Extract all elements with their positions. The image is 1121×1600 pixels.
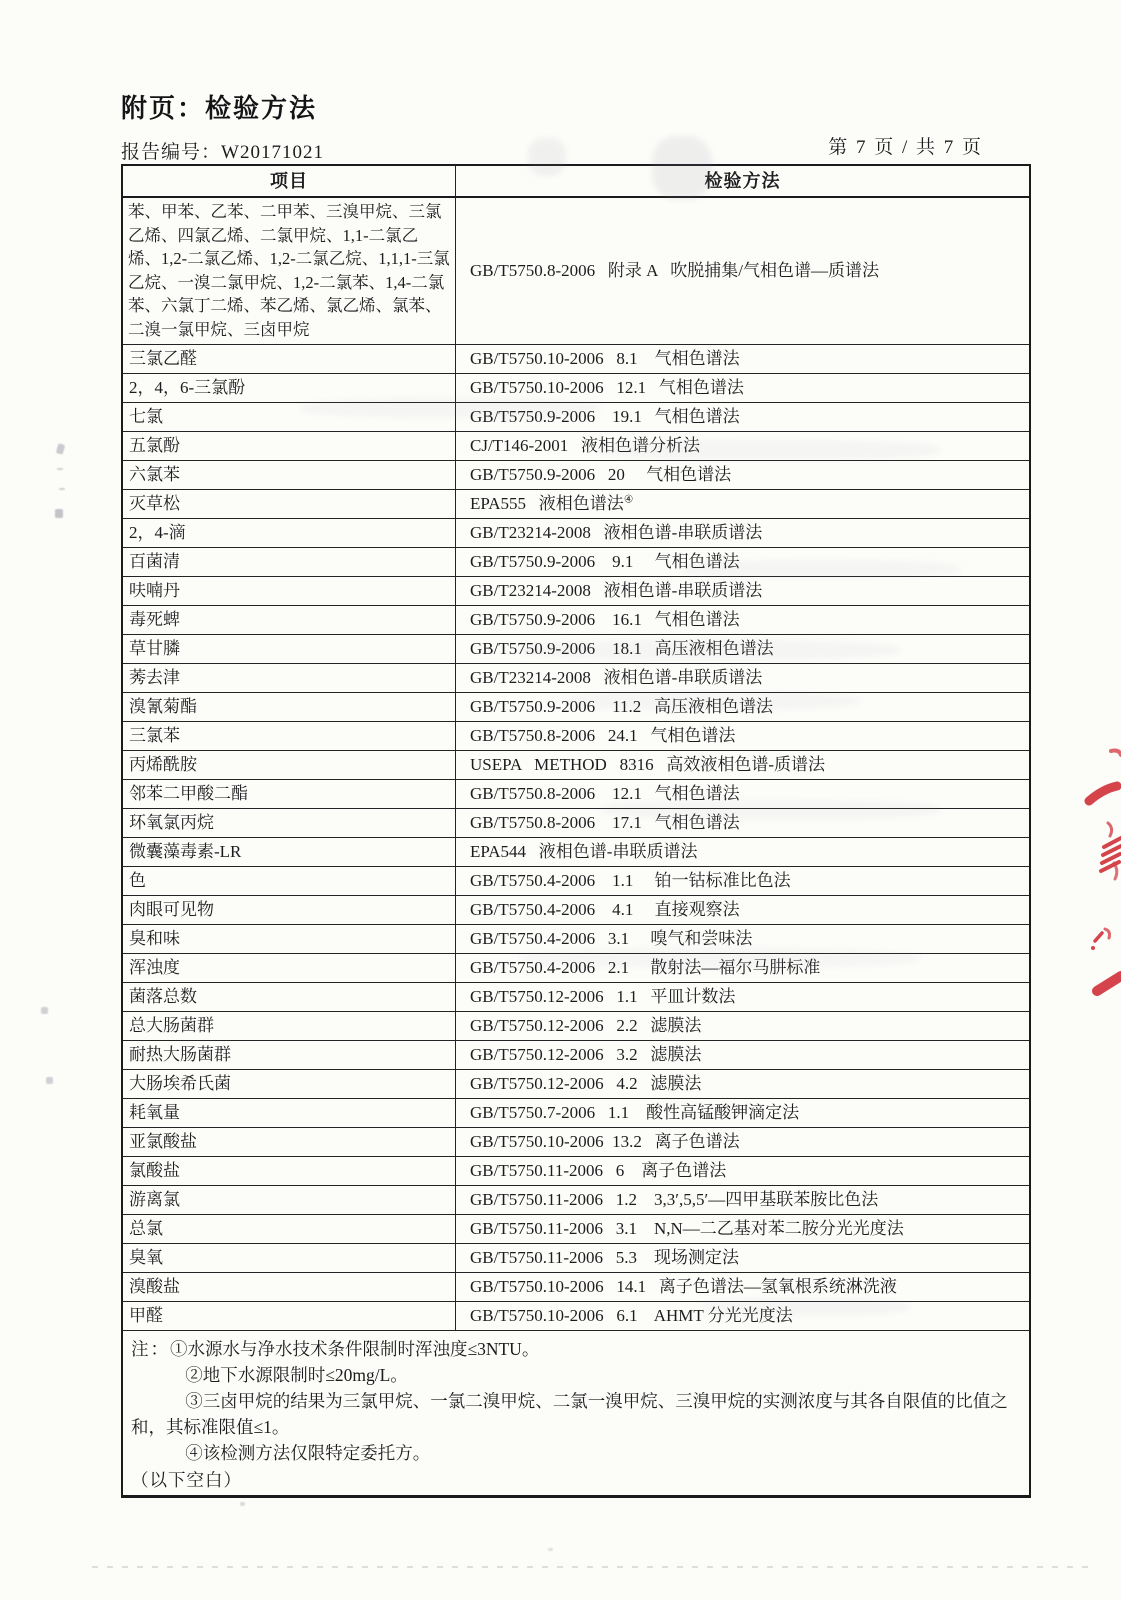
table-row (123, 1069, 1029, 1098)
item-cell: 总大肠菌群 (123, 1012, 456, 1040)
table-row (123, 895, 1029, 924)
method-cell: GB/T5750.11-2006 1.2 3,3′,5,5′—四甲基联苯胺比色法 (470, 1189, 879, 1209)
item-cell: 大肠埃希氏菌 (123, 1070, 456, 1098)
methods-table (121, 164, 1031, 1498)
blank-below-marker: （以下空白） (131, 1469, 242, 1490)
scanner-noise-line (92, 1566, 1097, 1568)
note-line (131, 1336, 1019, 1362)
table-row (123, 1301, 1029, 1330)
table-row (123, 953, 1029, 982)
method-cell: GB/T5750.8-2006 17.1 气相色谱法 (470, 812, 740, 832)
table-row (123, 344, 1029, 373)
method-cell: GB/T5750.9-2006 9.1 气相色谱法 (470, 551, 740, 571)
scan-speck (548, 1548, 553, 1551)
method-footnote-marker: ④ (623, 493, 634, 505)
item-cell: 总氯 (123, 1215, 456, 1243)
note-item: ①水源水与净水技术条件限制时浑浊度≤3NTU。 (170, 1338, 540, 1359)
table-row (123, 692, 1029, 721)
item-cell: 三氯苯 (123, 722, 456, 750)
notes-section (123, 1330, 1029, 1495)
method-cell: GB/T5750.10-2006 13.2 离子色谱法 (470, 1131, 740, 1151)
table-row (123, 1098, 1029, 1127)
item-cell: 溴氰菊酯 (123, 693, 456, 721)
item-cell: 环氧氯丙烷 (123, 809, 456, 837)
scan-speck (46, 1077, 53, 1084)
item-cell: 2，4-滴 (123, 519, 456, 547)
item-cell: 百菌清 (123, 548, 456, 576)
item-cell: 耐热大肠菌群 (123, 1041, 456, 1069)
table-row (123, 750, 1029, 779)
table-row (123, 460, 1029, 489)
method-cell: GB/T5750.11-2006 3.1 N,N—二乙基对苯二胺分光光度法 (470, 1218, 904, 1238)
method-cell: GB/T5750.10-2006 8.1 气相色谱法 (470, 348, 740, 368)
method-cell: GB/T5750.4-2006 4.1 直接观察法 (470, 899, 740, 919)
method-cell: EPA555 液相色谱法④ (470, 493, 634, 513)
table-row (123, 489, 1029, 518)
method-cell: GB/T5750.12-2006 3.2 滤膜法 (470, 1044, 702, 1064)
method-cell: GB/T5750.9-2006 18.1 高压液相色谱法 (470, 638, 774, 658)
method-cell: GB/T5750.9-2006 16.1 气相色谱法 (470, 609, 740, 629)
item-cell: 亚氯酸盐 (123, 1128, 456, 1156)
method-cell: USEPA METHOD 8316 高效液相色谱-质谱法 (470, 754, 825, 774)
table-row (123, 866, 1029, 895)
table-row (123, 1040, 1029, 1069)
item-cell: 邻苯二甲酸二酯 (123, 780, 456, 808)
note-item: ③三卤甲烷的结果为三氯甲烷、一氯二溴甲烷、二氯一溴甲烷、三溴甲烷的实测浓度与其各自限值的比值之和，其标准限值≤1。 (131, 1390, 1008, 1437)
method-cell: GB/T5750.12-2006 2.2 滤膜法 (470, 1015, 702, 1035)
method-cell: GB/T23214-2008 液相色谱-串联质谱法 (470, 580, 763, 600)
item-cell: 微囊藻毒素-LR (123, 838, 456, 866)
method-cell: GB/T5750.11-2006 6 离子色谱法 (470, 1160, 727, 1180)
item-cell: 色 (123, 867, 456, 895)
note-item: ④该检测方法仅限特定委托方。 (185, 1442, 431, 1463)
item-cell: 莠去津 (123, 664, 456, 692)
report-number (121, 137, 324, 164)
method-cell: GB/T5750.10-2006 6.1 AHMT 分光光度法 (470, 1305, 793, 1325)
method-cell: GB/T5750.8-2006 12.1 气相色谱法 (470, 783, 740, 803)
item-cell: 臭氧 (123, 1244, 456, 1272)
item-cell: 溴酸盐 (123, 1273, 456, 1301)
item-cell: 呋喃丹 (123, 577, 456, 605)
scan-speck (41, 1007, 48, 1014)
table-row (123, 576, 1029, 605)
table-row (123, 605, 1029, 634)
column-header-item: 项目 (123, 166, 456, 196)
page-indicator: 第 7 页 / 共 7 页 (828, 137, 983, 158)
table-row (123, 837, 1029, 866)
method-cell: GB/T5750.9-2006 19.1 气相色谱法 (470, 406, 740, 426)
method-cell: GB/T5750.12-2006 4.2 滤膜法 (470, 1073, 702, 1093)
table-row (123, 518, 1029, 547)
table-row (123, 779, 1029, 808)
table-row (123, 721, 1029, 750)
item-cell: 游离氯 (123, 1186, 456, 1214)
item-cell: 甲醛 (123, 1302, 456, 1330)
method-cell: GB/T5750.9-2006 11.2 高压液相色谱法 (470, 696, 774, 716)
table-row (123, 1214, 1029, 1243)
report-number-label: 报告编号： (121, 142, 222, 163)
table-row (123, 808, 1029, 837)
table-row (123, 634, 1029, 663)
item-cell: 苯、甲苯、乙苯、二甲苯、三溴甲烷、三氯乙烯、四氯乙烯、二氯甲烷、1,1-二氯乙烯、1,2-二氯乙烯、1,2-二氯乙烷、1,1,1-三氯乙烷、一溴二氯甲烷、1,2-二氯苯、1,4-二氯苯、六氯丁二烯、苯乙烯、氯乙烯、氯苯、二溴一氯甲烷、三卤甲烷 (123, 198, 456, 344)
notes-label: 注： (131, 1338, 170, 1359)
item-cell: 七氯 (123, 403, 456, 431)
item-cell: 耗氧量 (123, 1099, 456, 1127)
item-cell: 丙烯酰胺 (123, 751, 456, 779)
table-row (123, 1272, 1029, 1301)
table-row (123, 663, 1029, 692)
column-header-method: 检验方法 (704, 171, 781, 191)
red-seal-fragment (1059, 745, 1121, 1005)
page-title: 附页：检验方法 (121, 94, 318, 123)
method-cell: GB/T5750.8-2006 附录 A 吹脱捕集/气相色谱—质谱法 (470, 260, 879, 280)
table-row (123, 1156, 1029, 1185)
table-row (123, 1185, 1029, 1214)
item-cell: 2，4，6-三氯酚 (123, 374, 456, 402)
scan-speck (59, 488, 65, 490)
scan-speck (56, 443, 65, 454)
item-cell: 灭草松 (123, 490, 456, 518)
scan-speck (55, 509, 63, 518)
item-cell: 氯酸盐 (123, 1157, 456, 1185)
scan-speck (240, 1502, 245, 1506)
item-cell: 五氯酚 (123, 432, 456, 460)
table-rows (123, 344, 1029, 1330)
table-row-volatiles-group (123, 198, 1029, 344)
item-cell: 菌落总数 (123, 983, 456, 1011)
table-row (123, 1011, 1029, 1040)
method-cell: GB/T5750.10-2006 14.1 离子色谱法—氢氧根系统淋洗液 (470, 1276, 897, 1296)
method-cell: GB/T5750.9-2006 20 气相色谱法 (470, 464, 732, 484)
method-cell: CJ/T146-2001 液相色谱分析法 (470, 435, 700, 455)
method-cell: GB/T5750.4-2006 3.1 嗅气和尝味法 (470, 928, 753, 948)
method-cell: GB/T5750.12-2006 1.1 平皿计数法 (470, 986, 736, 1006)
report-number-value: W20171021 (221, 142, 324, 163)
table-row (123, 431, 1029, 460)
method-cell: GB/T23214-2008 液相色谱-串联质谱法 (470, 522, 763, 542)
item-cell: 六氯苯 (123, 461, 456, 489)
table-row (123, 1243, 1029, 1272)
method-cell: GB/T5750.4-2006 1.1 铂一钴标准比色法 (470, 870, 791, 890)
item-cell: 臭和味 (123, 925, 456, 953)
method-cell: GB/T5750.8-2006 24.1 气相色谱法 (470, 725, 736, 745)
table-row (123, 924, 1029, 953)
table-header-row (123, 166, 1029, 198)
method-cell: GB/T23214-2008 液相色谱-串联质谱法 (470, 667, 763, 687)
method-cell: GB/T5750.10-2006 12.1 气相色谱法 (470, 377, 744, 397)
table-row (123, 402, 1029, 431)
scan-speck (57, 468, 63, 470)
method-cell: EPA544 液相色谱-串联质谱法 (470, 841, 698, 861)
item-cell: 浑浊度 (123, 954, 456, 982)
method-cell: GB/T5750.7-2006 1.1 酸性高锰酸钾滴定法 (470, 1102, 800, 1122)
item-cell: 草甘膦 (123, 635, 456, 663)
table-row (123, 547, 1029, 576)
method-cell: GB/T5750.4-2006 2.1 散射法—福尔马肼标准 (470, 957, 821, 977)
item-cell: 三氯乙醛 (123, 345, 456, 373)
note-item: ②地下水源限制时≤20mg/L。 (185, 1364, 408, 1385)
table-row (123, 373, 1029, 402)
table-row (123, 1127, 1029, 1156)
table-row (123, 982, 1029, 1011)
method-cell: GB/T5750.11-2006 5.3 现场测定法 (470, 1247, 740, 1267)
item-cell: 肉眼可见物 (123, 896, 456, 924)
item-cell: 毒死蜱 (123, 606, 456, 634)
